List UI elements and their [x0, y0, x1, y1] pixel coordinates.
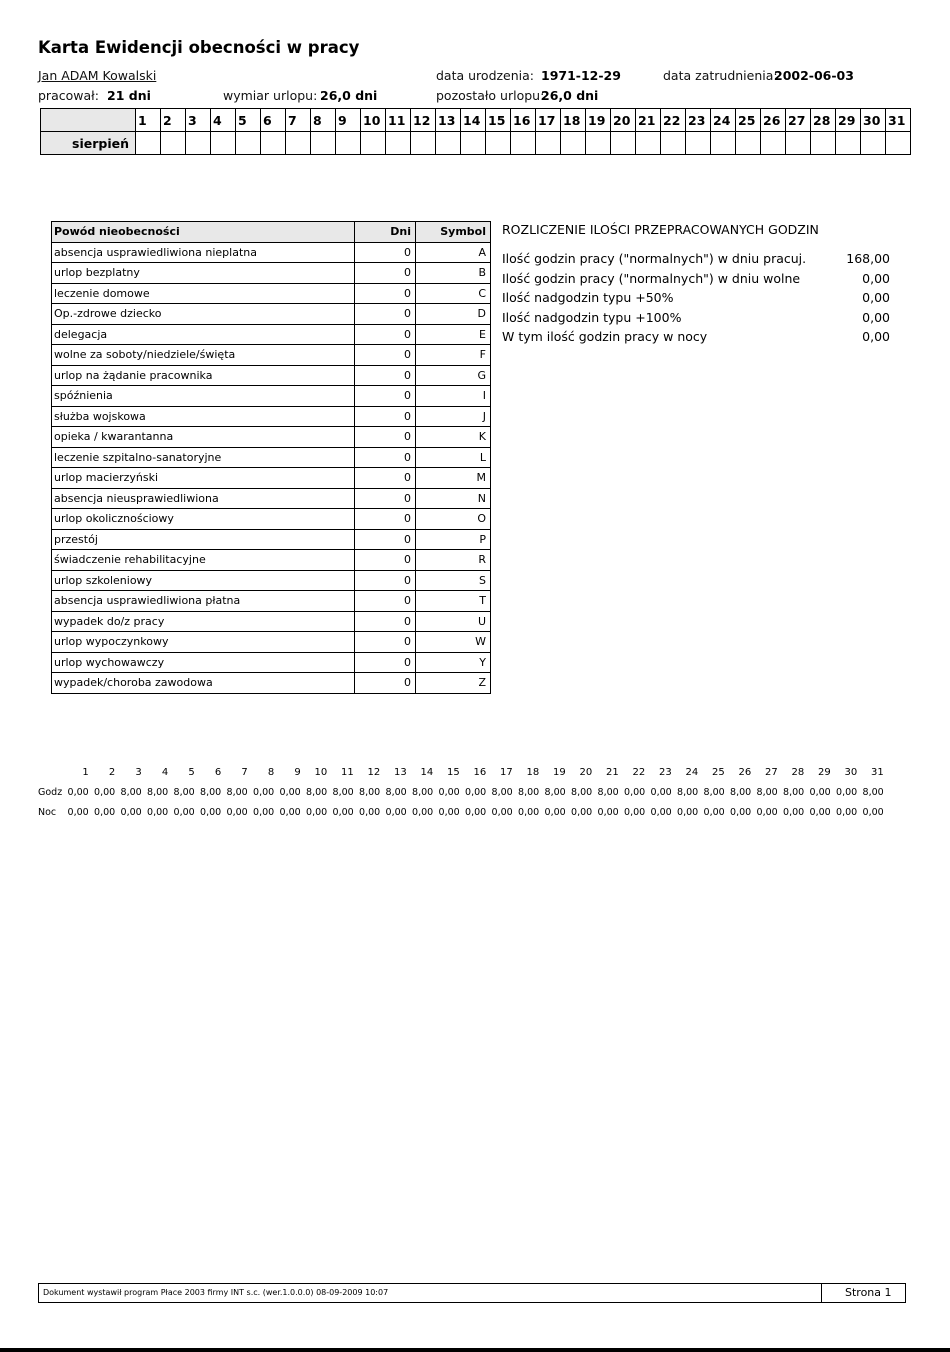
absence-reason-symbol: C: [416, 283, 491, 304]
worked-value: 21 dni: [107, 88, 151, 103]
calendar-day-header: 22: [661, 109, 686, 132]
calendar-day-cell: [461, 132, 486, 155]
absence-reason-row: [52, 632, 491, 653]
calendar-day-cell: [261, 132, 286, 155]
daily-work-hours-value: 8,00: [120, 786, 142, 798]
daily-night-hours-value: 0,00: [67, 806, 89, 818]
hours-summary-row: [502, 269, 890, 289]
hours-summary: [502, 222, 890, 347]
daily-night-hours-value: 0,00: [465, 806, 487, 818]
daily-night-hours-value: 0,00: [306, 806, 328, 818]
daily-work-hours-value: 8,00: [730, 786, 752, 798]
calendar-day-header: 1: [136, 109, 161, 132]
hours-summary-rows: [502, 249, 890, 347]
work-hours-row-label: Godz: [38, 786, 63, 798]
daily-work-hours-value: 0,00: [67, 786, 89, 798]
daily-work-hours-value: 8,00: [359, 786, 381, 798]
absence-reason-row: [52, 509, 491, 530]
daily-work-hours-value: 8,00: [412, 786, 434, 798]
daily-night-hours-value: 0,00: [94, 806, 116, 818]
absence-reason-row: [52, 550, 491, 571]
daily-hours-day-number: 21: [605, 766, 619, 778]
absence-reason-name: absencja nieusprawiedliwiona: [52, 488, 355, 509]
absence-reason-row: [52, 611, 491, 632]
daily-night-hours-value: 0,00: [226, 806, 248, 818]
leave-value: 26,0 dni: [320, 88, 378, 103]
daily-hours-day-number: 11: [340, 766, 354, 778]
daily-work-hours-value: 8,00: [385, 786, 407, 798]
absence-reason-name: wypadek do/z pracy: [52, 611, 355, 632]
calendar-day-cell: [811, 132, 836, 155]
absence-reason-days: 0: [355, 304, 416, 325]
daily-work-hours-value: 0,00: [465, 786, 487, 798]
daily-hours-day-number: 12: [367, 766, 381, 778]
calendar-day-cell: [761, 132, 786, 155]
calendar-day-cell: [511, 132, 536, 155]
absence-reason-name: absencja usprawiedliwiona płatna: [52, 591, 355, 612]
absence-reason-symbol: N: [416, 488, 491, 509]
daily-hours-day-number: 22: [632, 766, 646, 778]
absence-reason-days: 0: [355, 632, 416, 653]
absence-reason-symbol: Y: [416, 652, 491, 673]
daily-hours-day-number: 18: [526, 766, 540, 778]
absence-reason-days: 0: [355, 591, 416, 612]
calendar-day-header: 26: [761, 109, 786, 132]
calendar-day-cell: [586, 132, 611, 155]
absence-reason-symbol: T: [416, 591, 491, 612]
footer-document-info: Dokument wystawił program Płace 2003 firmy INT s.c. (wer.1.0.0.0) 08-09-2009 10:07: [43, 1288, 389, 1297]
absence-reason-row: [52, 488, 491, 509]
absence-reasons-header: [52, 222, 491, 243]
daily-hours-day-number: 2: [108, 766, 116, 778]
document-footer: [38, 1283, 906, 1303]
birth-date-value: 1971-12-29: [541, 68, 621, 83]
absence-reason-name: Op.-zdrowe dziecko: [52, 304, 355, 325]
daily-hours-day-number: 7: [241, 766, 248, 778]
daily-hours-night-row: [38, 802, 884, 822]
calendar-day-header: 9: [336, 109, 361, 132]
calendar-day-cell: [611, 132, 636, 155]
daily-work-hours-value: 8,00: [306, 786, 328, 798]
absence-reason-name: leczenie szpitalno-sanatoryjne: [52, 447, 355, 468]
absence-reason-row: [52, 591, 491, 612]
hours-summary-value: 0,00: [862, 270, 890, 286]
absence-reason-days: 0: [355, 406, 416, 427]
calendar-day-cell: [436, 132, 461, 155]
daily-hours-day-number: 25: [711, 766, 725, 778]
hours-summary-value: 0,00: [862, 329, 890, 344]
daily-work-hours-value: 0,00: [279, 786, 301, 798]
night-hours-row-label: Noc: [38, 806, 57, 818]
daily-hours-day-number: 9: [294, 766, 301, 778]
absence-reason-name: przestój: [52, 529, 355, 550]
absence-reason-days: 0: [355, 242, 416, 263]
hours-summary-label: W tym ilość godzin pracy w nocy: [502, 329, 708, 344]
absence-reason-name: urlop macierzyński: [52, 468, 355, 489]
absence-reason-name: urlop wypoczynkowy: [52, 632, 355, 653]
calendar-day-header: 20: [611, 109, 636, 132]
absence-reason-symbol: K: [416, 427, 491, 448]
absence-reason-row: [52, 570, 491, 591]
absence-reason-days: 0: [355, 673, 416, 694]
calendar-day-cell: [886, 132, 911, 155]
absence-reason-row: [52, 427, 491, 448]
calendar-day-header: 5: [236, 109, 261, 132]
calendar-corner-cell: [41, 109, 136, 132]
daily-work-hours-value: 8,00: [703, 786, 725, 798]
absence-reason-name: świadczenie rehabilitacyjne: [52, 550, 355, 571]
hire-date-value: 2002-06-03: [774, 68, 854, 83]
daily-work-hours-value: 8,00: [491, 786, 513, 798]
absence-reason-symbol: R: [416, 550, 491, 571]
daily-night-hours-value: 0,00: [756, 806, 778, 818]
calendar-day-cell: [136, 132, 161, 155]
absence-reason-row: [52, 468, 491, 489]
daily-work-hours-value: 0,00: [94, 786, 116, 798]
calendar-day-cell: [311, 132, 336, 155]
worked-label: pracował:: [38, 88, 99, 103]
absence-reason-days: 0: [355, 365, 416, 386]
absence-reason-days: 0: [355, 283, 416, 304]
attendance-calendar: [40, 108, 911, 155]
calendar-day-header: 25: [736, 109, 761, 132]
calendar-day-cell: [161, 132, 186, 155]
calendar-day-header: 19: [586, 109, 611, 132]
absence-reason-days: 0: [355, 611, 416, 632]
daily-hours-day-number: 15: [446, 766, 460, 778]
daily-hours-day-number: 23: [658, 766, 672, 778]
hours-summary-title: ROZLICZENIE ILOŚCI PRZEPRACOWANYCH GODZIN: [502, 222, 819, 237]
absence-reason-symbol: Z: [416, 673, 491, 694]
absence-reason-symbol: G: [416, 365, 491, 386]
daily-hours-day-number: 5: [188, 766, 195, 778]
daily-night-hours-value: 0,00: [650, 806, 672, 818]
daily-hours-day-number: 8: [267, 766, 275, 778]
calendar-day-cell: [186, 132, 211, 155]
calendar-day-row: [41, 109, 911, 132]
daily-hours-day-number: 20: [579, 766, 593, 778]
absence-reason-name: urlop okolicznościowy: [52, 509, 355, 530]
calendar-day-header: 8: [311, 109, 336, 132]
absence-reason-row: [52, 673, 491, 694]
daily-work-hours-value: 8,00: [332, 786, 354, 798]
calendar-month-row: [41, 132, 911, 155]
daily-night-hours-value: 0,00: [438, 806, 460, 818]
absence-reason-name: urlop na żądanie pracownika: [52, 365, 355, 386]
daily-night-hours-value: 0,00: [120, 806, 142, 818]
daily-work-hours-value: 0,00: [624, 786, 646, 798]
daily-night-hours-value: 0,00: [783, 806, 805, 818]
daily-night-hours-value: 0,00: [173, 806, 195, 818]
calendar-day-cell: [711, 132, 736, 155]
calendar-day-header: 18: [561, 109, 586, 132]
absence-reason-symbol: E: [416, 324, 491, 345]
hours-summary-value: 0,00: [862, 290, 890, 305]
absence-reason-name: opieka / kwarantanna: [52, 427, 355, 448]
calendar-day-header: 27: [786, 109, 811, 132]
document-title: Karta Ewidencji obecności w pracy: [38, 38, 360, 57]
hours-summary-row: [502, 249, 890, 269]
calendar-day-header: 13: [436, 109, 461, 132]
calendar-day-cell: [386, 132, 411, 155]
daily-work-hours-value: 0,00: [836, 786, 858, 798]
daily-hours-day-number: 17: [499, 766, 513, 778]
daily-night-hours-value: 0,00: [809, 806, 831, 818]
footer-divider: [821, 1284, 822, 1302]
daily-night-hours-value: 0,00: [624, 806, 646, 818]
calendar-day-cell: [536, 132, 561, 155]
daily-hours-day-number: 13: [393, 766, 407, 778]
daily-night-hours-value: 0,00: [677, 806, 699, 818]
absence-reason-name: leczenie domowe: [52, 283, 355, 304]
daily-hours-day-number: 26: [738, 766, 752, 778]
daily-work-hours-value: 8,00: [677, 786, 699, 798]
absence-reason-row: [52, 345, 491, 366]
daily-work-hours-value: 8,00: [173, 786, 195, 798]
absence-reason-symbol: M: [416, 468, 491, 489]
absence-reason-row: [52, 652, 491, 673]
absence-reason-row: [52, 263, 491, 284]
calendar-day-header: 30: [861, 109, 886, 132]
page-bottom-rule: [0, 1348, 950, 1352]
absence-reason-days: 0: [355, 447, 416, 468]
absence-reason-name: absencja usprawiedliwiona nieplatna: [52, 242, 355, 263]
calendar-day-header: 23: [686, 109, 711, 132]
hours-summary-label: Ilość godzin pracy ("normalnych") w dniu pracuj.: [502, 251, 807, 266]
absence-reasons-body: [52, 242, 491, 693]
daily-hours-day-number: 31: [870, 766, 884, 778]
daily-hours-day-number: 14: [420, 766, 434, 778]
absence-reason-name: urlop szkoleniowy: [52, 570, 355, 591]
calendar-day-cell: [861, 132, 886, 155]
calendar-day-cell: [636, 132, 661, 155]
calendar-day-cell: [836, 132, 861, 155]
absence-reason-days: 0: [355, 263, 416, 284]
calendar-day-cell: [411, 132, 436, 155]
daily-hours-corner: [38, 762, 62, 782]
daily-work-hours-value: 8,00: [862, 786, 884, 798]
calendar-day-cell: [736, 132, 761, 155]
calendar-day-header: 24: [711, 109, 736, 132]
hours-summary-value: 168,00: [846, 251, 890, 266]
daily-hours-day-number: 27: [764, 766, 778, 778]
absence-reason-row: [52, 529, 491, 550]
daily-work-hours-value: 8,00: [783, 786, 805, 798]
daily-hours-day-number: 6: [214, 766, 222, 778]
absence-reason-symbol: L: [416, 447, 491, 468]
absence-reason-name: spóźnienia: [52, 386, 355, 407]
daily-night-hours-value: 0,00: [147, 806, 169, 818]
absence-reason-symbol: S: [416, 570, 491, 591]
calendar-day-header: 14: [461, 109, 486, 132]
absence-reason-days: 0: [355, 324, 416, 345]
calendar-day-header: 15: [486, 109, 511, 132]
absence-reason-name: urlop bezplatny: [52, 263, 355, 284]
calendar-day-header: 21: [636, 109, 661, 132]
absence-reason-symbol: P: [416, 529, 491, 550]
daily-work-hours-value: 8,00: [226, 786, 248, 798]
daily-work-hours-value: 0,00: [650, 786, 672, 798]
daily-night-hours-value: 0,00: [703, 806, 725, 818]
calendar-day-header: 29: [836, 109, 861, 132]
absence-reason-row: [52, 406, 491, 427]
remaining-leave-label: pozostało urlopu:: [436, 88, 545, 103]
absence-reason-days: 0: [355, 570, 416, 591]
absence-reason-days: 0: [355, 509, 416, 530]
hours-summary-row: [502, 288, 890, 308]
calendar-day-header: 4: [211, 109, 236, 132]
calendar-day-header: 3: [186, 109, 211, 132]
daily-night-hours-value: 0,00: [332, 806, 354, 818]
absence-reason-symbol: I: [416, 386, 491, 407]
calendar-day-header: 6: [261, 109, 286, 132]
leave-label: wymiar urlopu:: [223, 88, 318, 103]
calendar-day-cell: [686, 132, 711, 155]
daily-night-hours-value: 0,00: [518, 806, 540, 818]
daily-hours-day-number: 4: [161, 766, 169, 778]
hours-summary-label: Ilość nadgodzin typu +100%: [502, 309, 682, 325]
absence-reason-days: 0: [355, 529, 416, 550]
daily-hours-day-number: 19: [552, 766, 566, 778]
absence-reason-name: wypadek/choroba zawodowa: [52, 673, 355, 694]
absence-reason-row: [52, 283, 491, 304]
calendar-day-header: 16: [511, 109, 536, 132]
reason-column-header: Powód nieobecności: [52, 222, 355, 243]
calendar-month-label: sierpień: [41, 132, 136, 155]
footer-page-number: Strona 1: [845, 1286, 892, 1299]
absence-reason-symbol: B: [416, 263, 491, 284]
daily-night-hours-value: 0,00: [544, 806, 566, 818]
daily-work-hours-value: 0,00: [253, 786, 275, 798]
daily-night-hours-value: 0,00: [200, 806, 222, 818]
absence-reason-row: [52, 447, 491, 468]
daily-hours-day-number: 16: [473, 766, 487, 778]
daily-work-hours-value: 8,00: [518, 786, 540, 798]
absence-reason-days: 0: [355, 427, 416, 448]
daily-hours-day-number: 28: [791, 766, 805, 778]
daily-night-hours-value: 0,00: [412, 806, 434, 818]
daily-night-hours-value: 0,00: [862, 806, 884, 818]
calendar-day-header: 12: [411, 109, 436, 132]
calendar-day-header: 31: [886, 109, 911, 132]
daily-hours-day-number: 10: [314, 766, 328, 778]
absence-reason-days: 0: [355, 345, 416, 366]
absence-reason-row: [52, 242, 491, 263]
daily-hours-day-number: 1: [82, 766, 89, 778]
absence-reason-days: 0: [355, 488, 416, 509]
hire-date-label: data zatrudnienia:: [663, 68, 778, 83]
daily-night-hours-value: 0,00: [730, 806, 752, 818]
daily-night-hours-value: 0,00: [385, 806, 407, 818]
absence-reason-days: 0: [355, 468, 416, 489]
absence-reason-symbol: W: [416, 632, 491, 653]
daily-hours-day-number: 3: [135, 766, 142, 778]
absence-reason-days: 0: [355, 550, 416, 571]
daily-work-hours-value: 8,00: [571, 786, 593, 798]
calendar-day-cell: [561, 132, 586, 155]
daily-work-hours-value: 8,00: [200, 786, 222, 798]
absence-reason-name: służba wojskowa: [52, 406, 355, 427]
absence-reason-row: [52, 386, 491, 407]
daily-work-hours-value: 0,00: [809, 786, 831, 798]
calendar-day-cell: [236, 132, 261, 155]
symbol-column-header: Symbol: [416, 222, 491, 243]
absence-reason-symbol: U: [416, 611, 491, 632]
calendar-day-header: 17: [536, 109, 561, 132]
hours-summary-value: 0,00: [862, 309, 890, 325]
daily-hours-table: [38, 762, 884, 822]
hours-summary-row: [502, 308, 890, 328]
absence-reason-symbol: D: [416, 304, 491, 325]
employee-name: Jan ADAM Kowalski: [38, 68, 157, 83]
remaining-leave-value: 26,0 dni: [541, 88, 599, 103]
calendar-day-cell: [211, 132, 236, 155]
daily-night-hours-value: 0,00: [491, 806, 513, 818]
absence-reason-row: [52, 324, 491, 345]
daily-hours-work-row: [38, 782, 884, 802]
calendar-day-header: 10: [361, 109, 386, 132]
calendar-day-cell: [336, 132, 361, 155]
days-column-header: Dni: [355, 222, 416, 243]
absence-reason-row: [52, 365, 491, 386]
calendar-day-cell: [286, 132, 311, 155]
calendar-day-header: 2: [161, 109, 186, 132]
daily-hours-day-number: 29: [817, 766, 831, 778]
hours-summary-label: Ilość nadgodzin typu +50%: [502, 290, 674, 305]
absence-reason-name: urlop wychowawczy: [52, 652, 355, 673]
calendar-day-cell: [661, 132, 686, 155]
daily-night-hours-value: 0,00: [253, 806, 275, 818]
calendar-day-header: 7: [286, 109, 311, 132]
hours-summary-label: Ilość godzin pracy ("normalnych") w dniu wolne: [502, 270, 801, 286]
calendar-day-header: 28: [811, 109, 836, 132]
calendar-day-cell: [786, 132, 811, 155]
absence-reason-days: 0: [355, 652, 416, 673]
absence-reasons-table: [51, 221, 491, 694]
calendar-day-cell: [486, 132, 511, 155]
daily-night-hours-value: 0,00: [279, 806, 301, 818]
daily-hours-day-row: [38, 762, 884, 782]
daily-work-hours-value: 8,00: [597, 786, 619, 798]
daily-night-hours-value: 0,00: [597, 806, 619, 818]
daily-work-hours-value: 0,00: [438, 786, 460, 798]
absence-reason-days: 0: [355, 386, 416, 407]
absence-reason-symbol: A: [416, 242, 491, 263]
absence-reason-name: wolne za soboty/niedziele/święta: [52, 345, 355, 366]
daily-hours-day-number: 24: [685, 766, 699, 778]
daily-hours-day-number: 30: [844, 766, 858, 778]
absence-reason-symbol: F: [416, 345, 491, 366]
calendar-day-cell: [361, 132, 386, 155]
birth-date-label: data urodzenia:: [436, 68, 535, 83]
hours-summary-row: [502, 327, 890, 347]
daily-work-hours-value: 8,00: [756, 786, 778, 798]
daily-night-hours-value: 0,00: [359, 806, 381, 818]
absence-reason-symbol: J: [416, 406, 491, 427]
absence-reason-symbol: O: [416, 509, 491, 530]
calendar-day-header: 11: [386, 109, 411, 132]
absence-reason-name: delegacja: [52, 324, 355, 345]
daily-work-hours-value: 8,00: [544, 786, 566, 798]
daily-work-hours-value: 8,00: [147, 786, 169, 798]
absence-reason-row: [52, 304, 491, 325]
daily-night-hours-value: 0,00: [571, 806, 593, 818]
daily-night-hours-value: 0,00: [836, 806, 858, 818]
